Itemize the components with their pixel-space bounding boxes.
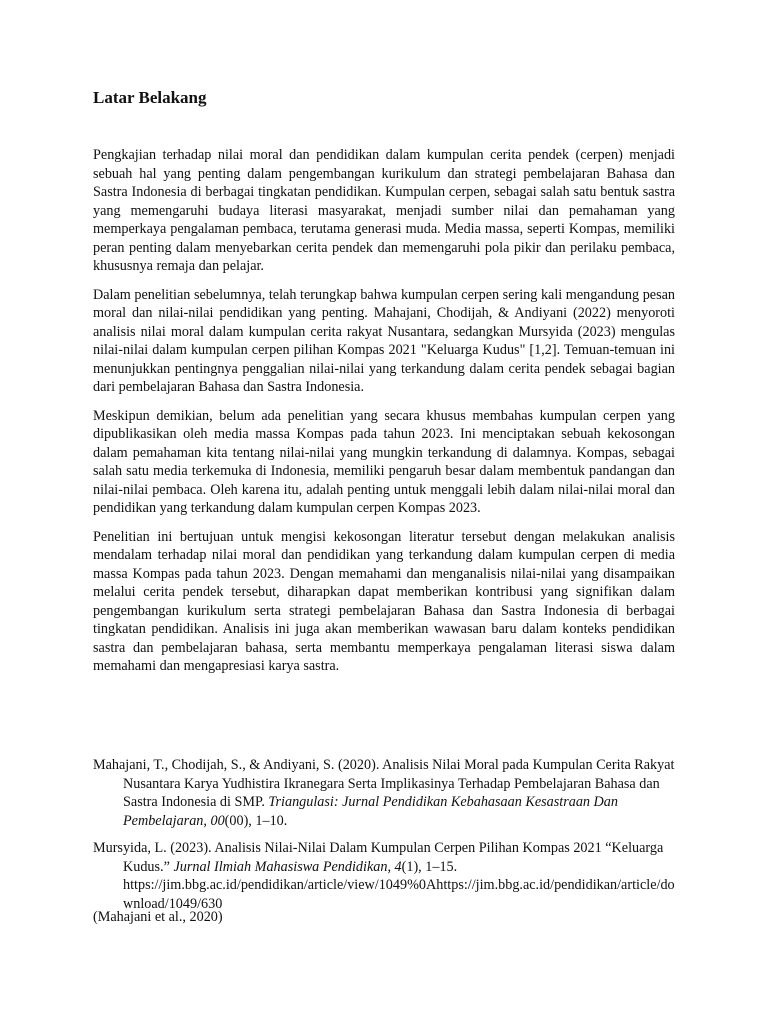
reference-separator: ,: [387, 858, 395, 875]
paragraph: Dalam penelitian sebelumnya, telah terungkap bahwa kumpulan cerpen sering kali mengandung pesan moral dan nilai-nilai pendidikan yang penting. Mahajani, Chodijah, & Andiyani (2022) menyoroti analisis nilai moral dalam kumpulan cerita rakyat Nusantara, sedangkan Mursyida (2023) mengulas nilai-nilai dalam kumpulan cerpen pilihan Kompas 2021 "Keluarga Kudus" [1,2]. Temuan-temuan ini menunjukkan pentingnya penggalian nilai-nilai yang terkandung dalam cerita pendek sebagai bagian dari pembelajaran Bahasa dan Sastra Indonesia.: [93, 286, 675, 395]
reference-entry: [93, 839, 675, 913]
reference-pages: (00), 1–10.: [224, 812, 288, 829]
reference-text: Mahajani, T., Chodijah, S., & Andiyani, S. (2020). Analisis Nilai Moral pada Kumpulan Cerita Rakyat Nusantara Karya Yudhistira Ikranegara Serta Implikasinya Terhadap Pembelajaran Bahasa dan Sastra Indonesia di SMP.: [93, 757, 675, 810]
reference-journal: Triangulasi: Jurnal Pendidikan Kebahasaan Kesastraan Dan Pembelajaran: [123, 794, 618, 829]
reference-pages: (1), 1–15. https://jim.bbg.ac.id/pendidikan/article/view/1049%0Ahttps://jim.bbg.ac.id/pendidikan/article/download/1049/630: [123, 858, 675, 912]
reference-journal: Jurnal Ilmiah Mahasiswa Pendidikan: [173, 858, 388, 875]
reference-volume: 4: [394, 858, 402, 875]
reference-volume: 00: [210, 812, 225, 829]
reference-entry: [93, 756, 675, 830]
reference-text: Mursyida, L. (2023). Analisis Nilai-Nilai Dalam Kumpulan Cerpen Pilihan Kompas 2021 “Keluarga Kudus.”: [93, 840, 664, 875]
in-text-citation: (Mahajani et al., 2020): [93, 909, 223, 925]
paragraph: Pengkajian terhadap nilai moral dan pendidikan dalam kumpulan cerita pendek (cerpen) menjadi sebuah hal yang penting dalam pengembangan kurikulum dan strategi pembelajaran Bahasa dan Sastra Indonesia di berbagai tingkatan pendidikan. Kumpulan cerpen, sebagai salah satu bentuk sastra yang memengaruhi budaya literasi masyarakat, menjadi sumber nilai dan pemahaman yang memperkaya pengalaman pembaca, terutama generasi muda. Media massa, seperti Kompas, memiliki peran penting dalam menyebarkan cerita pendek dan memengaruhi pola pikir dan perilaku pembaca, khususnya remaja dan pelajar.: [93, 147, 675, 274]
paragraph: Penelitian ini bertujuan untuk mengisi kekosongan literatur tersebut dengan melakukan analisis mendalam terhadap nilai moral dan pendidikan yang terkandung dalam kumpulan cerpen di media massa Kompas pada tahun 2023. Dengan memahami dan menganalisis nilai-nilai yang disampaikan melalui cerita pendek tersebut, diharapkan dapat memberikan kontribusi yang signifikan dalam pengembangan kurikulum serta strategi pembelajaran Bahasa dan Sastra Indonesia di berbagai tingkatan pendidikan. Analisis ini juga akan memberikan wawasan baru dalam konteks pendidikan sastra dan pembelajaran bahasa, serta membantu memperkaya pengalaman literasi siswa dalam memahami dan mengapresiasi karya sastra.: [93, 528, 675, 674]
reference-list: [93, 756, 675, 922]
body-text: [93, 146, 675, 686]
paragraph: Meskipun demikian, belum ada penelitian yang secara khusus membahas kumpulan cerpen yang dipublikasikan oleh media massa Kompas pada tahun 2023. Ini menciptakan sebuah kekosongan dalam pemahaman kita tentang nilai-nilai yang mungkin terkandung di dalamnya. Kompas, sebagai salah satu media terkemuka di Indonesia, memiliki pengaruh besar dalam membentuk pandangan dan nilai-nilai pembaca. Oleh karena itu, adalah penting untuk menggali lebih dalam nilai-nilai moral dan pendidikan yang terkandung dalam kumpulan cerpen Kompas 2023.: [93, 407, 675, 516]
reference-separator: ,: [203, 812, 211, 829]
section-heading: Latar Belakang: [93, 88, 207, 107]
